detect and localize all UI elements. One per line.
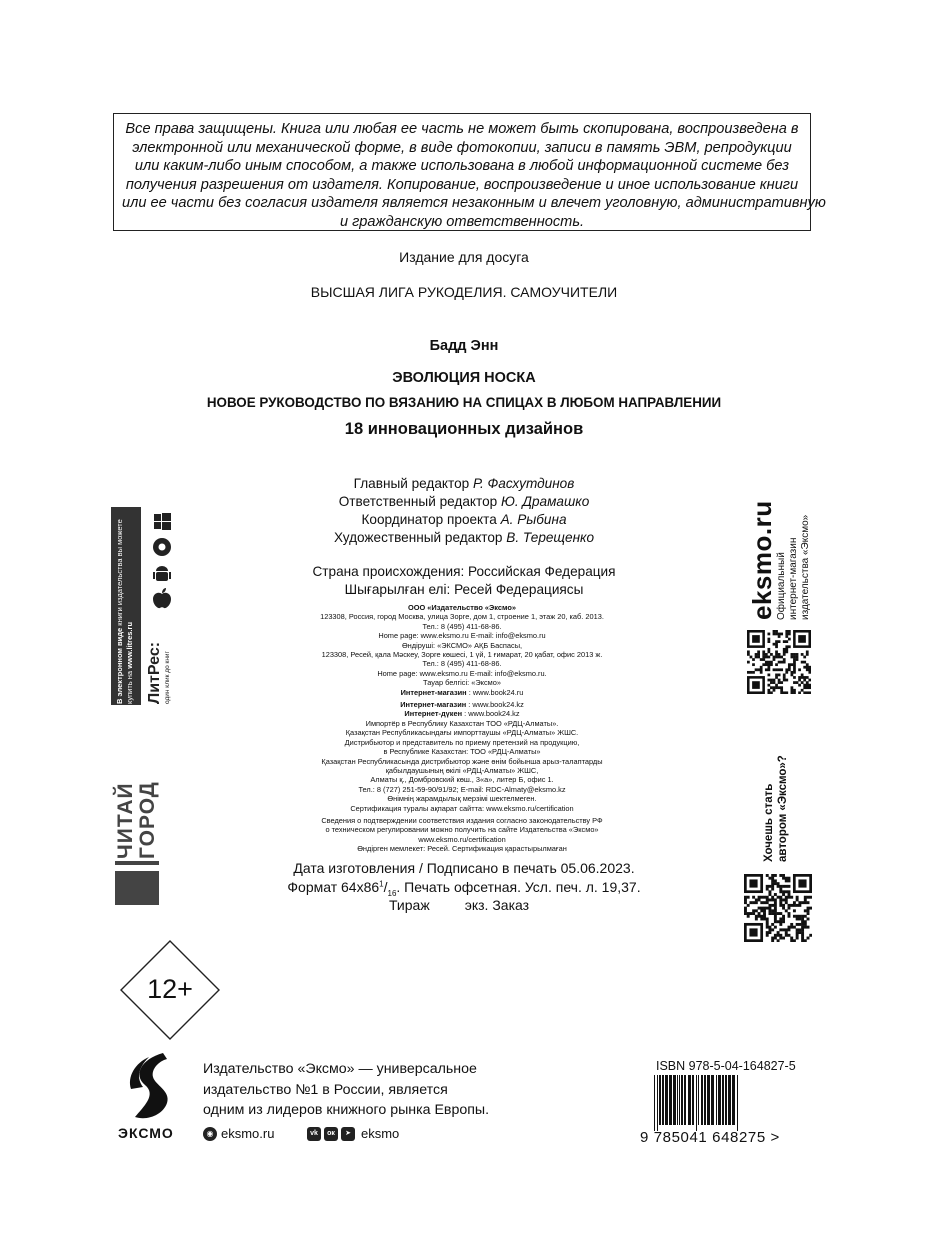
publisher-tagline — [203, 1059, 489, 1121]
imprint-line: www.eksmo.ru/certification — [418, 834, 506, 844]
author-qr-code[interactable] — [744, 874, 812, 942]
origin-country-ru: Страна происхождения: Российская Федерация — [312, 564, 616, 579]
chrome-icon — [153, 538, 171, 556]
imprint-line: Тауар белгісі: «Эксмо» — [423, 678, 501, 688]
shop-url: : www.book24.kz — [466, 700, 524, 710]
chitai-gorod-logo — [115, 735, 161, 905]
shop-url: : www.book24.ru — [466, 687, 524, 697]
format-sub: 16 — [387, 888, 397, 898]
imprint-line: Өнімнің жарамдылық мерзімі шектелмеген. — [387, 794, 537, 804]
shop-label: Интернет-магазин — [400, 700, 467, 710]
chitai-line: ГОРОД — [136, 781, 159, 859]
ok-icon: ок — [324, 1127, 338, 1141]
imprint-line: Қазақстан Республикасында дистрибьютор және өнім бойынша арыз-талаптарды — [321, 756, 603, 766]
editor-role: Координатор проекта — [361, 512, 497, 527]
imprint-line: Өндірген мемлекет: Ресей. Сертификация қарастырылмаған — [357, 844, 567, 854]
designs-tagline: 18 инновационных дизайнов — [344, 420, 584, 438]
eksmo-shop-promo — [748, 460, 838, 620]
desc-line: издательства «Эксмо» — [800, 514, 811, 620]
book-subtitle: НОВОЕ РУКОВОДСТВО ПО ВЯЗАНИЮ НА СПИЦАХ В ЛЮБОМ НАПРАВЛЕНИИ — [206, 395, 722, 410]
imprint-line: Тел.: 8 (495) 411-68-86. — [422, 621, 502, 631]
imprint-line: Импортёр в Республику Казахстан ТОО «РДЦ-Алматы». — [365, 718, 559, 728]
shop-qr-code[interactable] — [747, 630, 811, 694]
chitai-gorod-icon — [115, 861, 159, 905]
origin-country-kz: Шығарылған елі: Ресей Федерациясы — [344, 582, 584, 597]
circulation-line: Тираж экз. Заказ — [389, 897, 530, 913]
litres-promo-text: купить на — [125, 668, 134, 704]
author-call-line: автором «Эксмо»? — [777, 755, 789, 862]
editor-role: Ответственный редактор — [338, 494, 498, 509]
age-rating-badge — [120, 940, 220, 1040]
desc-line: Официальный — [776, 552, 787, 620]
shop-label: Интернет-магазин — [400, 687, 467, 697]
publisher-name: ООО «Издательство «Эксмо» — [408, 603, 516, 612]
litres-promo-text: книги издательства вы можете — [115, 519, 124, 628]
imprint-line: 123308, Ресей, қала Мәскеу, Зорге көшесі, 1 үй, 1 ғимарат, 20 қабат, офис 2013 ж. — [321, 650, 603, 660]
author-name: Бадд Энн — [429, 338, 499, 354]
litres-promo — [115, 506, 139, 704]
eksmo-logo-icon — [123, 1049, 181, 1125]
eksmo-brand: ЭКСМО — [118, 1125, 174, 1141]
litres-logo — [146, 564, 174, 704]
telegram-icon: ➤ — [341, 1127, 355, 1141]
tagline-line: Издательство «Эксмо» — универсальное — [203, 1061, 477, 1077]
vk-icon: vk — [307, 1127, 321, 1141]
rights-line: Все права защищены. Книга или любая ее часть не может быть скопирована, воспроизведена в — [125, 121, 799, 137]
tagline-line: издательство №1 в России, является — [203, 1081, 448, 1098]
litres-slogan: один клик до книг — [164, 651, 171, 704]
editor-name: Ю. Драмашко — [500, 494, 590, 509]
format-sup: 1 — [379, 879, 384, 889]
tagline-line: одним из лидеров книжного рынка Европы. — [203, 1102, 490, 1118]
footer-site-text: eksmo.ru — [221, 1126, 275, 1141]
shop-kz2-line — [262, 709, 662, 718]
imprint-line: Сертификация туралы ақпарат сайтта: www.eksmo.ru/certification — [350, 803, 574, 813]
format-suffix: . Печать офсетная. Усл. печ. л. 19,37. — [396, 879, 641, 895]
author-call — [762, 732, 806, 862]
print-date: Дата изготовления / Подписано в печать 05.06.2023. — [293, 860, 635, 876]
litres-promo-line — [125, 506, 135, 704]
imprint-line: Қазақстан Республикасындағы импорттаушы «РДЦ-Алматы» ЖШС. — [345, 728, 579, 738]
editor-name: В. Терещенко — [506, 530, 595, 545]
imprint-line: Home page: www.eksmo.ru E-mail: info@eksmo.ru. — [377, 668, 547, 678]
edition-type: Издание для досуга — [399, 249, 529, 265]
rights-line: и гражданскую ответственность. — [339, 213, 585, 230]
rights-line: получения разрешения от издателя. Копирование, воспроизведение и иное использование книги — [125, 176, 799, 193]
barcode-digits: 9 785041 648275 > — [640, 1129, 780, 1146]
imprint-line: Дистрибьютор и представитель по приему претензий на продукцию, — [344, 737, 580, 747]
author-call-line: Хочешь стать — [763, 783, 775, 862]
imprint-line: Тел.: 8 (727) 251-59-90/91/92; E-mail: RDC-Almaty@eksmo.kz — [358, 784, 566, 794]
litres-promo-line — [115, 506, 125, 704]
imprint-line: Сведения о подтверждении соответствия издания согласно законодательству РФ — [321, 815, 603, 825]
chitai-gorod-text — [115, 781, 159, 859]
editor-name: А. Рыбина — [500, 512, 567, 527]
rights-line: электронной или механической форме, в виде фотокопии, записи в память ЭВМ, репродукции — [132, 139, 792, 156]
shop-ru-line — [262, 688, 662, 697]
shop-label: Интернет-дүкен — [404, 709, 463, 719]
editor-role: Главный редактор — [353, 476, 470, 491]
shop-url: : www.book24.kz — [462, 709, 520, 719]
litres-brand: ЛитРес: — [146, 641, 163, 704]
imprint-line: Алматы қ., Домбровский көш., 3«а», литер Б, офис 1. — [370, 775, 554, 785]
chitai-line: ЧИТАЙ — [114, 782, 137, 859]
eksmo-site-big: eksmo.ru — [747, 500, 777, 620]
footer-social-links[interactable] — [307, 1126, 399, 1141]
imprint-line: Home page: www.eksmo.ru E-mail: info@eksmo.ru — [378, 631, 546, 641]
series-name: ВЫСШАЯ ЛИГА РУКОДЕЛИЯ. САМОУЧИТЕЛИ — [310, 284, 618, 300]
desc-line: интернет-магазин — [788, 537, 799, 620]
imprint-line: Өндіруші: «ЭКСМО» АҚБ Баспасы, — [401, 640, 523, 650]
imprint-line: о техническом регулировании можно получить на сайте Издательства «Эксмо» — [325, 825, 599, 835]
globe-icon: ◉ — [203, 1127, 217, 1141]
isbn-number: ISBN 978-5-04-164827-5 — [656, 1059, 796, 1073]
litres-url: www.litres.ru — [125, 621, 134, 669]
litres-promo-strong: В электронном виде — [115, 627, 124, 704]
imprint-line: в Республике Казахстан: ТОО «РДЦ-Алматы» — [383, 747, 541, 757]
social-handle: eksmo — [361, 1126, 400, 1141]
windows-icon — [154, 513, 171, 530]
format-prefix: Формат 64x86 — [287, 879, 380, 895]
imprint-block — [262, 603, 662, 854]
shop-kz-line — [262, 700, 662, 709]
rights-notice-box — [113, 113, 826, 231]
rights-line: или каким-либо иным способом, а также использована в любой информационной системе без — [134, 158, 790, 175]
imprint-line: қабылдаушының өкілі «РДЦ-Алматы» ЖШС, — [385, 765, 539, 775]
format-slash: / — [383, 879, 388, 895]
rights-line: или ее части без согласия издателя является незаконным и влечет уголовную, административную — [122, 195, 826, 212]
book-title: ЭВОЛЮЦИЯ НОСКА — [392, 370, 536, 386]
footer-site-link[interactable] — [203, 1126, 274, 1141]
imprint-line: 123308, Россия, город Москва, улица Зорге, дом 1, строение 1, этаж 20, каб. 2013. — [320, 612, 604, 622]
editor-name: Р. Фасхутдинов — [473, 476, 575, 491]
age-rating: 12+ — [147, 974, 193, 1004]
imprint-line: Тел.: 8 (495) 411-68-86. — [422, 659, 502, 669]
editor-role: Художественный редактор — [333, 530, 503, 545]
eksmo-site-desc — [776, 460, 812, 620]
barcode — [652, 1075, 802, 1131]
